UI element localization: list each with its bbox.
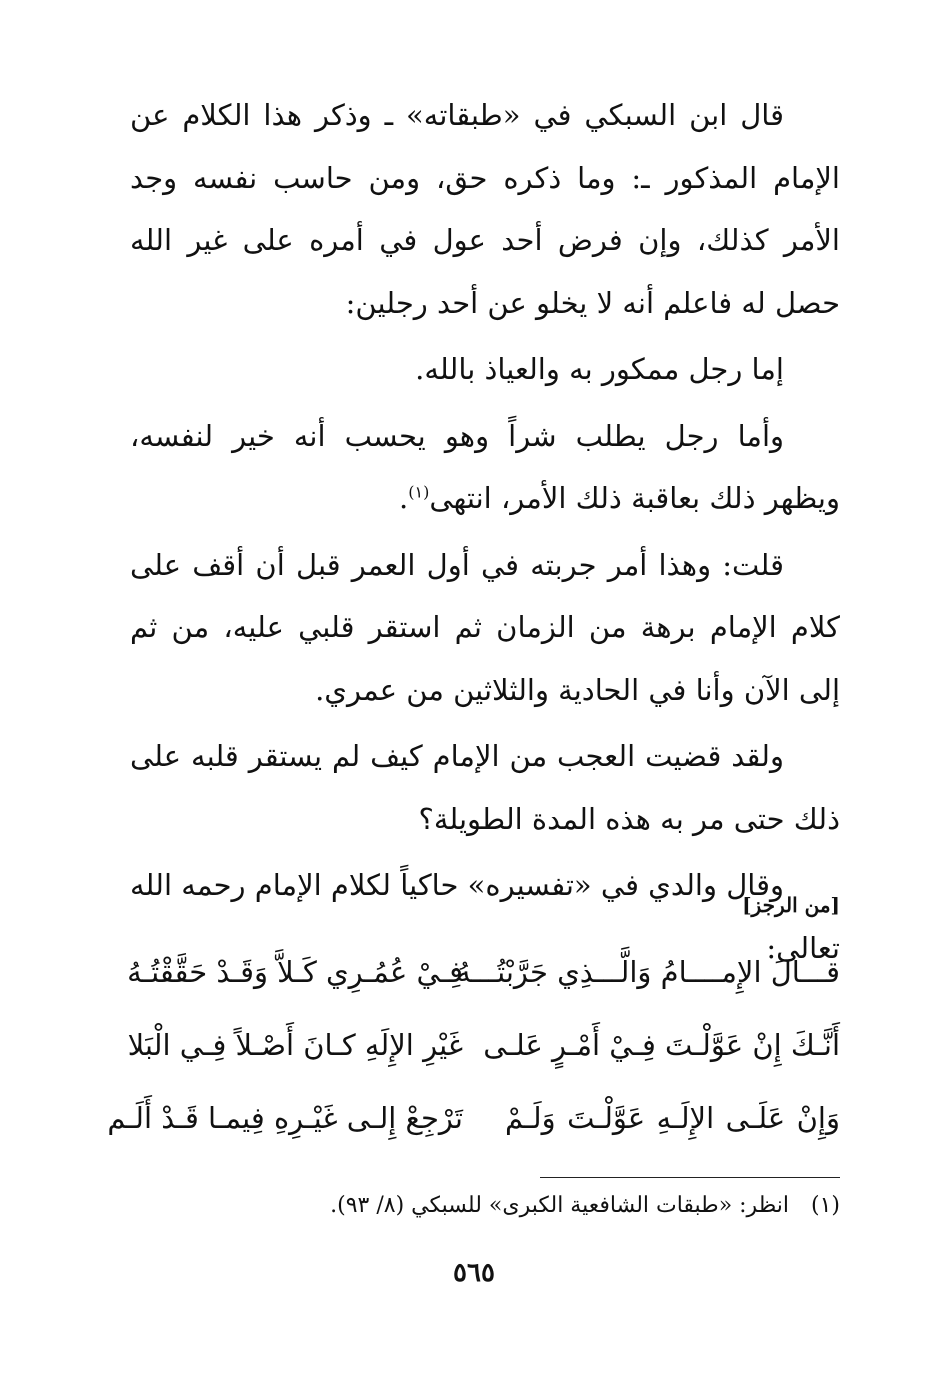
verse-1 xyxy=(128,935,840,1008)
footnote-text: انظر: «طبقات الشافعية الكبرى» للسبكي (٨/ ٩٣). xyxy=(330,1193,789,1218)
paragraph-3-text: وأما رجل يطلب شراً وهو يحسب أنه خير لنفسه، ويظهر ذلك بعاقبة ذلك الأمر، انتهى xyxy=(130,418,840,515)
main-text xyxy=(130,84,840,979)
verse-3 xyxy=(107,1081,840,1154)
footnote-number: (١) xyxy=(810,1193,840,1218)
verse-1-second-hemistich: فِـيْ عُمُـرِي كَـلاَّ وَقَـدْ حَقَّقْتُـهُ xyxy=(127,954,463,989)
paragraph-2: إما رجل ممكور به والعياذ بالله. xyxy=(415,352,784,386)
footnote xyxy=(330,1193,840,1218)
verse-3-second-hemistich: تَرْجِعْ إِلـى غَيْـرِهِ فِيمـا قَـدْ أَلَـم xyxy=(107,1100,463,1135)
poem xyxy=(107,935,840,1154)
page-number: ٥٦٥ xyxy=(453,1258,495,1288)
paragraph-3 xyxy=(130,405,840,530)
paragraph-1: قال ابن السبكي في «طبقاته» ـ وذكر هذا الكلام عن الإمام المذكور ـ: وما ذكره حق، ومن حاسب نفسه وجد الأمر كذلك، وإن فرض أحد عول في أمره على غير الله حصل له فاعلم أنه لا يخلو عن أحد رجلين: xyxy=(130,98,840,320)
footnote-divider xyxy=(540,1177,840,1178)
verse-2-first-hemistich: أَنَّـكَ إِنْ عَوَّلْـتَ فِـيْ أَمْـرٍ عَلـى xyxy=(483,1027,840,1062)
paragraph-5: ولقد قضيت العجب من الإمام كيف لم يستقر قلبه على ذلك حتى مر به هذه المدة الطويلة؟ xyxy=(130,739,840,836)
paragraph-3-end: . xyxy=(399,481,409,515)
verse-1-first-hemistich: قـــالَ الإِمــــامُ وَالَّـــذِي جَرَّبْتُـــهُ xyxy=(456,954,840,989)
verse-3-first-hemistich: وَإِنْ عَلَـى الإِلَـهِ عَوَّلْـتَ وَلَـمْ xyxy=(505,1100,840,1135)
footnote-reference: (١) xyxy=(408,482,430,502)
verse-2 xyxy=(128,1008,840,1081)
paragraph-6: وقال والدي في «تفسيره» حاكياً لكلام الإمام رحمه الله تعالى: xyxy=(130,868,840,965)
meter-label: [من الرجز] xyxy=(742,893,840,917)
paragraph-4: قلت: وهذا أمر جربته في أول العمر قبل أن أقف على كلام الإمام برهة من الزمان ثم استقر قلبي عليه، من ثم إلى الآن وأنا في الحادية والثلاثين من عمري. xyxy=(130,547,840,707)
verse-2-second-hemistich: غَيْرِ الإِلَهِ كـانَ أَصْـلاً فِـي الْبَلا xyxy=(127,1027,463,1062)
